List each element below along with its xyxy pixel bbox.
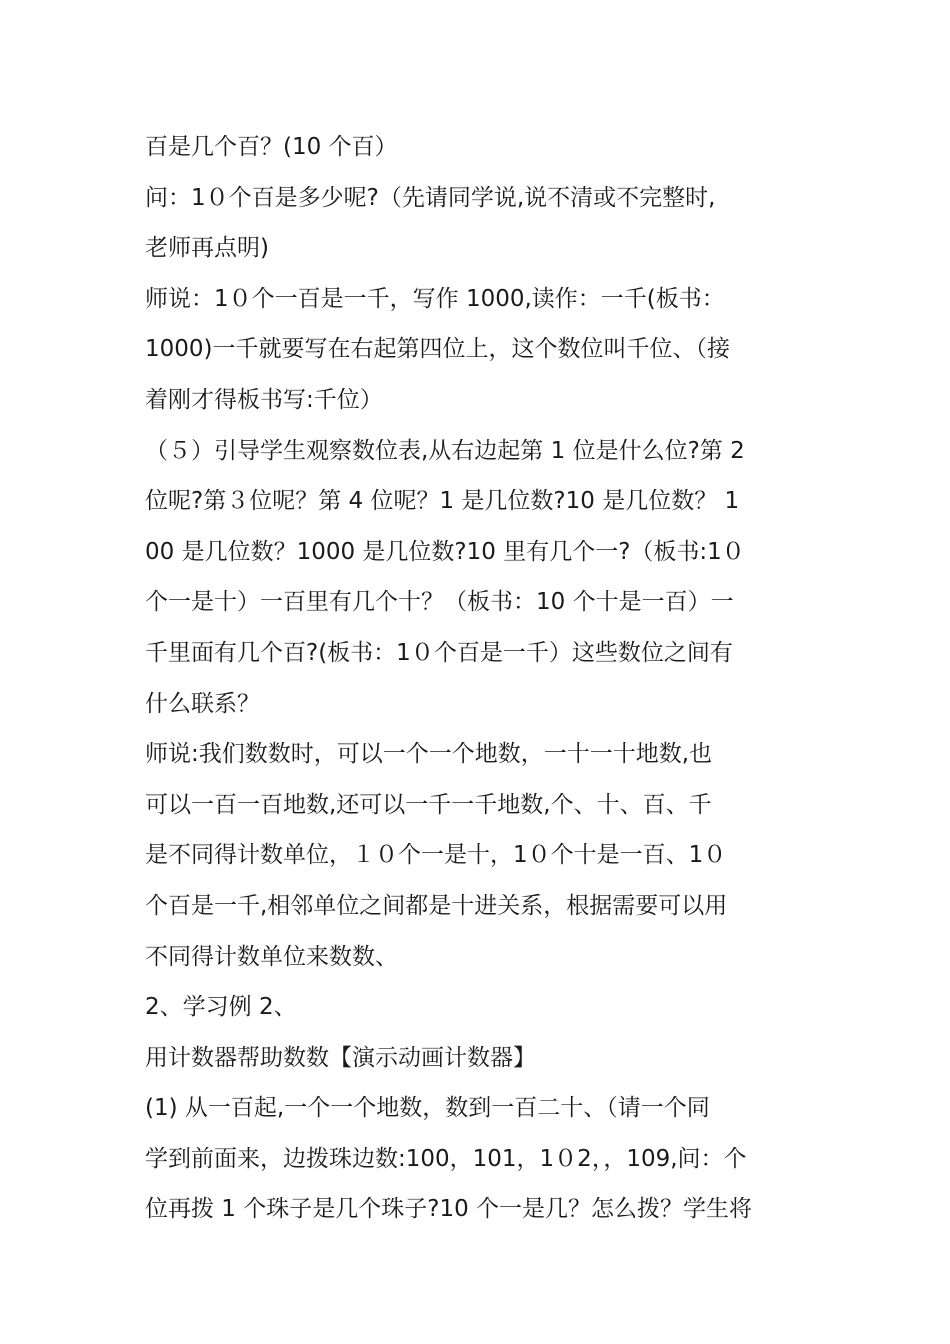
text-line: 是不同得计数单位，１０个一是十，1０个十是一百、1０ xyxy=(145,842,727,869)
text-line: 2、学习例 2、 xyxy=(145,994,297,1021)
text-line: 位呢?第３位呢？第 4 位呢？1 是几位数?10 是几位数？ 1 xyxy=(145,488,740,515)
text-line: 老师再点明) xyxy=(145,235,269,262)
text-line: 个百是一千,相邻单位之间都是十进关系，根据需要可以用 xyxy=(145,892,728,919)
text-line: 问：1０个百是多少呢?（先请同学说,说不清或不完整时, xyxy=(145,184,716,211)
text-line: 可以一百一百地数,还可以一千一千地数,个、十、百、千 xyxy=(145,791,712,818)
text-line: 不同得计数单位来数数、 xyxy=(145,943,398,970)
text-line: 百是几个百？(10 个百） xyxy=(145,134,398,160)
text-line: 1000)一千就要写在右起第四位上，这个数位叫千位、（接 xyxy=(145,336,731,363)
text-line: 用计数器帮助数数【演示动画计数器】 xyxy=(145,1044,536,1071)
text-line: 个一是十）一百里有几个十？（板书：10 个十是一百）一 xyxy=(145,589,734,616)
text-line: 位再拨 1 个珠子是几个珠子?10 个一是几？怎么拨？学生将 xyxy=(145,1196,753,1223)
document-body xyxy=(145,122,810,1235)
text-line: 千里面有几个百?(板书：1０个百是一千）这些数位之间有 xyxy=(145,639,733,666)
text-line: (1) 从一百起,一个一个地数，数到一百二十、（请一个同 xyxy=(145,1095,710,1122)
text-line: （５）引导学生观察数位表,从右边起第 1 位是什么位?第 2 xyxy=(145,437,745,464)
text-line: 00 是几位数？1000 是几位数?10 里有几个一?（板书:1０ xyxy=(145,538,745,565)
text-line: 师说:我们数数时，可以一个一个地数，一十一十地数,也 xyxy=(145,741,713,768)
text-line: 师说：1０个一百是一千，写作 1000,读作：一千(板书： xyxy=(145,285,725,312)
text-line: 什么联系？ xyxy=(145,690,260,717)
text-line: 着刚才得板书写:千位） xyxy=(145,386,383,413)
text-line: 学到前面来，边拨珠边数:100，101，1０2，，109,问：个 xyxy=(145,1145,747,1172)
